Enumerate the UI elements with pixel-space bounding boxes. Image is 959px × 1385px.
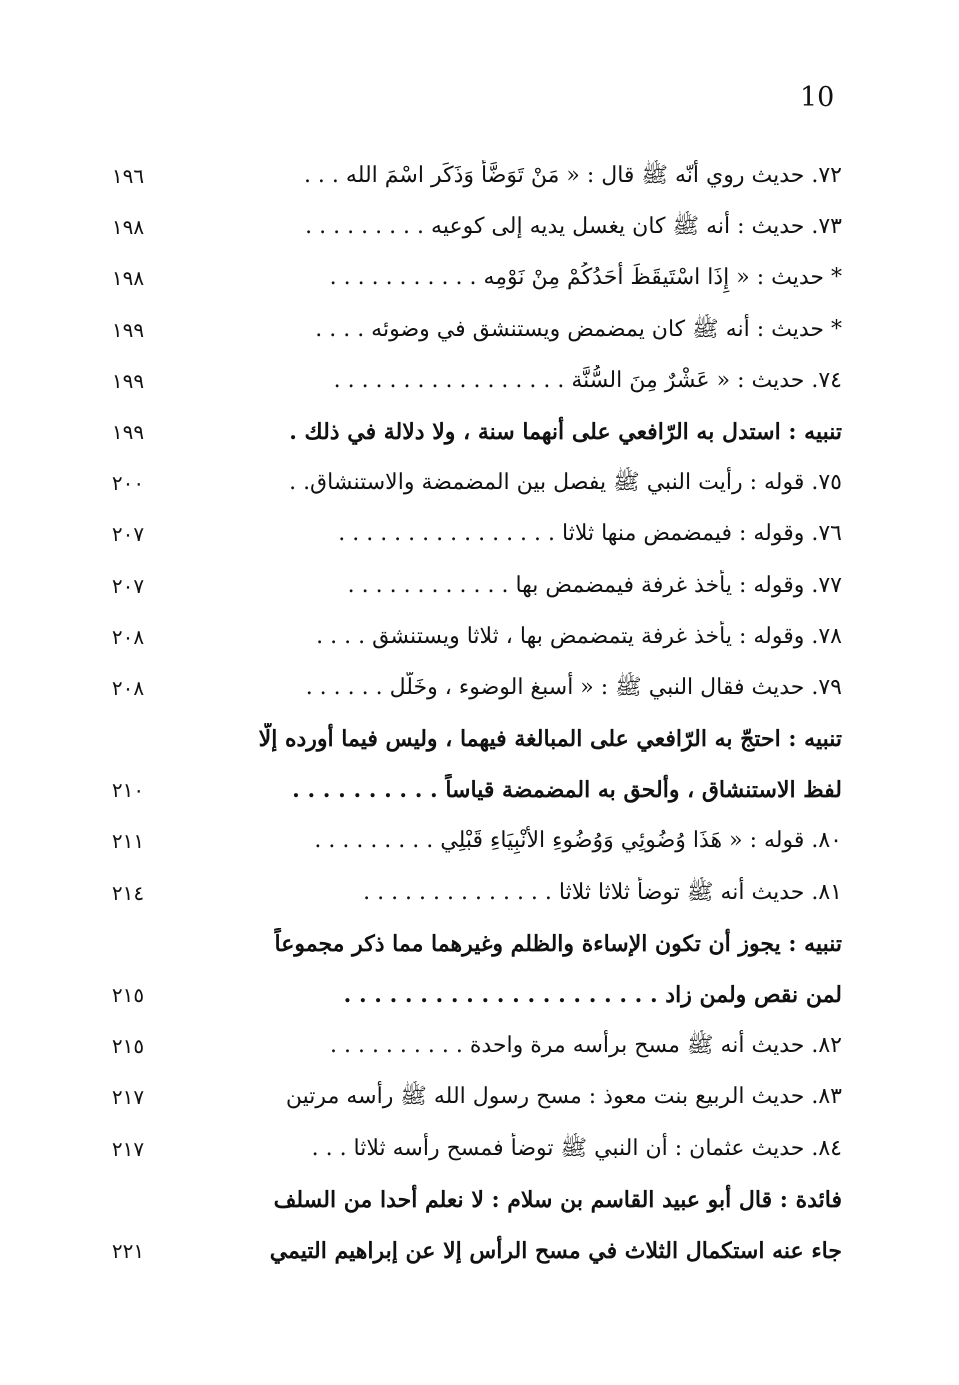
toc-entry-text: ٨٣. حديث الربيع بنت معوذ : مسح رسول الله ﷺ رأسه مرتين xyxy=(285,1084,842,1110)
toc-entry-page: ١٩٦ xyxy=(111,164,145,188)
toc-entry-page: ٢١٥ xyxy=(111,1034,145,1059)
toc-entry xyxy=(0,1073,959,1124)
toc-entry xyxy=(0,817,959,868)
toc-entry-page: ٢٠٠ xyxy=(111,471,145,496)
toc-entry-page: ٢٠٧ xyxy=(111,522,145,547)
toc-note xyxy=(0,971,959,1022)
toc-entry xyxy=(0,1022,959,1073)
toc-note xyxy=(0,715,959,766)
toc-entry-text: ٨٢. حديث أنه ﷺ مسح برأسه مرة واحدة . . . . . . . . . . xyxy=(329,1033,842,1059)
toc-entry-page: ٢١٤ xyxy=(111,880,145,905)
toc-entry-page: ٢٠٨ xyxy=(111,624,145,649)
toc-entry-text: ٧٩. حديث فقال النبي ﷺ : « أسبغ الوضوء ، وخَلّل . . . . . . xyxy=(305,674,842,700)
toc-note xyxy=(0,920,959,971)
toc-entry-text: ٨٤. حديث عثمان : أن النبي ﷺ توضأ فمسح رأسه ثلاثا . . . xyxy=(311,1135,842,1161)
toc-entry-text: ٧٧. وقوله : يأخذ غرفة فيمضمض بها . . . . . . . . . . . . xyxy=(347,572,842,598)
toc-entry xyxy=(0,1125,959,1176)
toc-note xyxy=(0,766,959,817)
toc-note xyxy=(0,408,959,459)
toc-note-text: لفظ الاستنشاق ، وألحق به المضمضة قياساً . . . . . . . . . . xyxy=(292,777,842,804)
toc-entry-page: ٢١٧ xyxy=(111,1085,145,1110)
toc-entry xyxy=(0,562,959,613)
toc-note-text: لمن نقص ولمن زاد . . . . . . . . . . . . . . . . . . . . . xyxy=(343,982,842,1008)
toc-note-text: تنبيه : احتجّ به الرّافعي على المبالغة فيهما ، وليس فيما أورده إلّا xyxy=(258,726,842,753)
toc-entry-text: ٧٥. قوله : رأيت النبي ﷺ يفصل بين المضمضة والاستنشاق. . xyxy=(289,470,842,496)
toc-entry-text: ٨٠. قوله : « هَذَا وُضُوئِي وَوُضُوءِ الأَنْبِيَاءِ قَبْلِي . . . . . . . . . xyxy=(314,828,842,854)
toc-entry xyxy=(0,152,959,203)
toc-entry-page: ٢١٠ xyxy=(111,778,145,803)
toc-entry-text: ٧٤. حديث : « عَشْرٌ مِنَ السُّنَّة . . . . . . . . . . . . . . . . . xyxy=(333,367,842,393)
toc-entry-page: ١٩٨ xyxy=(111,266,145,291)
toc-entry-page: ١٩٩ xyxy=(111,419,145,444)
toc-entry-page: ٢١١ xyxy=(111,829,145,854)
toc-entry-text: ٧٦. وقوله : فيمضمض منها ثلاثا . . . . . . . . . . . . . . . . xyxy=(338,521,842,547)
toc-entry-page: ٢١٧ xyxy=(111,1136,145,1161)
toc-entry xyxy=(0,459,959,510)
toc-note xyxy=(0,1227,959,1278)
toc-entry-text: * حديث : « إِذَا اسْتَيقَظَ أَحَدُكُمْ مِنْ نَوْمِه . . . . . . . . . . . xyxy=(329,265,842,291)
toc-entry-text: ٧٢. حديث روي أنّه ﷺ قال : « مَنْ تَوَضَّأَ وَذَكَر اسْمَ الله . . . xyxy=(303,163,842,188)
toc-entry xyxy=(0,613,959,664)
page-number: 10 xyxy=(800,82,835,113)
toc-entry-text: ٧٨. وقوله : يأخذ غرفة يتمضمض بها ، ثلاثا ويستنشق . . . . xyxy=(316,623,842,649)
toc-note-text: جاء عنه استكمال الثلاث في مسح الرأس إلا عن إبراهيم التيمي xyxy=(269,1237,842,1264)
toc-entry-page: ٢٠٧ xyxy=(111,573,145,598)
toc-entry xyxy=(0,357,959,408)
toc-entry-page: ١٩٩ xyxy=(111,368,145,393)
toc-entry xyxy=(0,203,959,254)
toc-entry xyxy=(0,254,959,305)
toc-entry-page: ٢١٥ xyxy=(111,983,145,1007)
toc-entry-page: ١٩٩ xyxy=(111,317,145,342)
toc-entry-page: ٢٠٨ xyxy=(111,675,145,700)
toc-entry-text: ٨١. حديث أنه ﷺ توضأ ثلاثا ثلاثا . . . . . . . . . . . . . . xyxy=(363,879,842,905)
toc-entry-text: ٧٣. حديث : أنه ﷺ كان يغسل يديه إلى كوعيه . . . . . . . . . xyxy=(305,214,842,240)
toc-entry xyxy=(0,869,959,920)
toc-entry-text: * حديث : أنه ﷺ كان يمضمض ويستنشق في وضوئه . . . . xyxy=(315,316,842,342)
toc-entry-page: ١٩٨ xyxy=(111,215,145,240)
toc-note-text: تنبيه : استدل به الرّافعي على أنهما سنة ، ولا دلالة في ذلك . xyxy=(289,418,842,445)
toc-entry xyxy=(0,510,959,561)
toc-entry xyxy=(0,306,959,357)
table-of-contents xyxy=(0,152,959,1278)
toc-note-text: فائدة : قال أبو عبيد القاسم بن سلام : لا نعلم أحدا من السلف xyxy=(273,1186,842,1213)
toc-note xyxy=(0,1176,959,1227)
toc-note-text: تنبيه : يجوز أن تكون الإساءة والظلم وغيرهما مما ذكر مجموعاً xyxy=(274,930,842,957)
toc-entry xyxy=(0,664,959,715)
toc-entry-page: ٢٢١ xyxy=(111,1238,145,1263)
